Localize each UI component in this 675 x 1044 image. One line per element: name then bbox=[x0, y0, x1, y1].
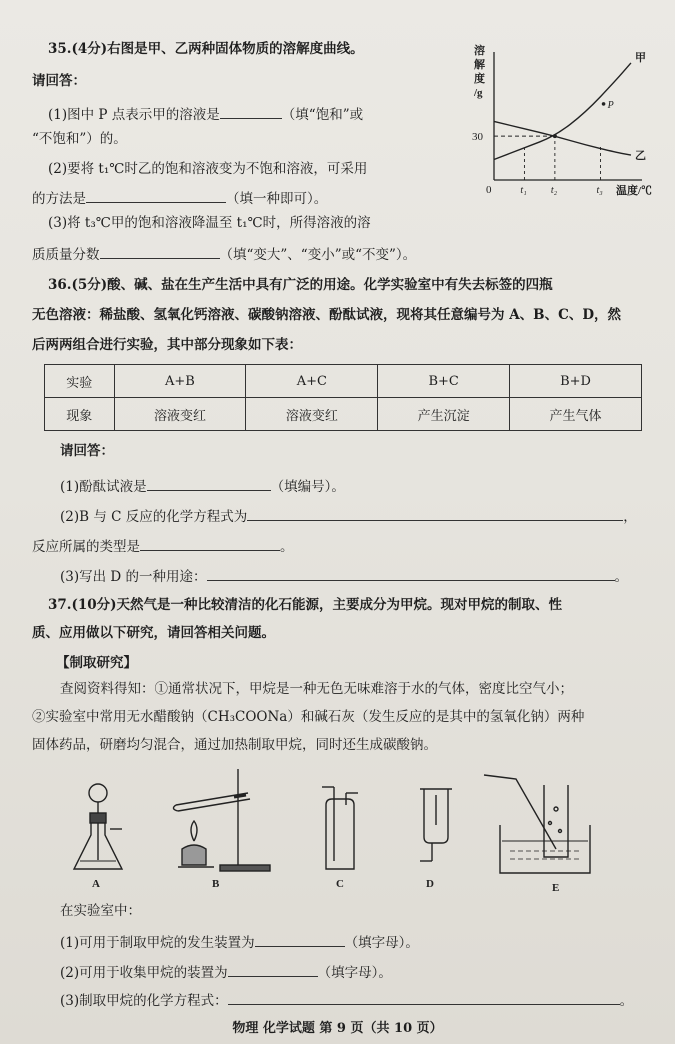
solubility-chart-svg bbox=[460, 40, 670, 200]
apparatus-a-flask bbox=[74, 784, 122, 869]
y-axis-label: /g bbox=[474, 87, 483, 99]
answer-blank[interactable] bbox=[228, 962, 318, 977]
apparatus-label-b: B bbox=[212, 878, 220, 890]
q37-title: 37.(10分)天然气是一种比较清洁的化石能源，主要成分为甲烷。现对甲烷的制取、性 bbox=[48, 597, 563, 613]
y-axis-label: 度 bbox=[474, 73, 485, 85]
q36-s1: (1)酚酞试液是 （填编号）。 bbox=[60, 476, 345, 496]
apparatus-b-heating bbox=[173, 769, 270, 871]
series-label: 甲 bbox=[634, 51, 646, 64]
q37-s2: (2)可用于收集甲烷的装置为 （填字母）。 bbox=[60, 962, 392, 982]
table-cell: 产生气体 bbox=[510, 398, 642, 431]
answer-blank[interactable] bbox=[228, 990, 620, 1005]
intersection-point bbox=[553, 134, 557, 138]
answer-blank[interactable] bbox=[247, 506, 623, 521]
answer-blank[interactable] bbox=[140, 536, 280, 551]
q37-s3: (3)制取甲烷的化学方程式： 。 bbox=[60, 990, 633, 1010]
answer-blank[interactable] bbox=[100, 244, 220, 259]
apparatus-figure bbox=[70, 765, 610, 905]
q36-s3: (3)写出 D 的一种用途： 。 bbox=[60, 566, 628, 586]
x-tick-label: t₂ bbox=[550, 185, 558, 196]
q36-line3: 后两两组合进行实验，其中部分现象如下表： bbox=[32, 337, 302, 353]
series-curve-yi bbox=[494, 121, 631, 155]
apparatus-d-bottle bbox=[420, 789, 452, 861]
y-axis-label: 溶 bbox=[474, 45, 485, 57]
solubility-chart bbox=[460, 40, 670, 200]
page-footer: 物理 化学试题 第 9 页（共 10 页） bbox=[232, 1021, 443, 1036]
apparatus-label-e: E bbox=[552, 882, 560, 894]
apparatus-label-c: C bbox=[336, 878, 344, 890]
x-axis-label: 温度/℃ bbox=[616, 185, 653, 197]
series-curve-jia bbox=[494, 63, 631, 160]
q36-line2: 无色溶液：稀盐酸、氢氧化钙溶液、碳酸钠溶液、酚酞试液，现将其任意编号为 A、B、C、D，然 bbox=[32, 307, 622, 323]
table-row bbox=[45, 365, 642, 398]
apparatus-label-d: D bbox=[426, 878, 434, 890]
q37-p1: 查阅资料得知：①通常状况下，甲烷是一种无色无味难溶于水的气体，密度比空气小； bbox=[60, 681, 573, 697]
q37-section: 【制取研究】 bbox=[56, 655, 137, 671]
y-tick-label: 30 bbox=[472, 131, 483, 144]
x-tick-label: t₁ bbox=[520, 185, 527, 196]
p-point bbox=[602, 102, 606, 106]
q36-prompt: 请回答： bbox=[60, 443, 114, 459]
table-cell: 产生沉淀 bbox=[378, 398, 510, 431]
q37-p3: 固体药品，研磨均匀混合，通过加热制取甲烷，同时还生成碳酸钠。 bbox=[32, 737, 437, 753]
table-cell: B+D bbox=[510, 365, 642, 398]
table-cell: 现象 bbox=[45, 398, 115, 431]
y-axis-label: 解 bbox=[474, 59, 485, 71]
table-cell: A+B bbox=[114, 365, 246, 398]
q37-line2: 质、应用做以下研究，请回答相关问题。 bbox=[32, 625, 275, 641]
table-row bbox=[45, 398, 642, 431]
q37-p2: ②实验室中常用无水醋酸钠（CH₃COONa）和碱石灰（发生反应的是其中的氢氧化钠）两种 bbox=[32, 709, 585, 725]
q35-s2: (2)要将 t₁℃时乙的饱和溶液变为不饱和溶液，可采用 bbox=[48, 161, 368, 177]
q35-s3-cont: 质质量分数 （填“变大”、“变小”或“不变”）。 bbox=[32, 244, 416, 264]
q35-s1-cont: “不饱和”）的。 bbox=[32, 131, 127, 147]
q35-s1: (1)图中 P 点表示甲的溶液是 （填“饱和”或 bbox=[48, 104, 363, 124]
answer-blank[interactable] bbox=[86, 188, 226, 203]
table-cell: A+C bbox=[246, 365, 378, 398]
p-point-label: P bbox=[607, 99, 614, 111]
q36-s2-cont: 反应所属的类型是 。 bbox=[32, 536, 294, 556]
apparatus-c-bottle bbox=[322, 787, 358, 869]
q35-s3: (3)将 t₃℃甲的饱和溶液降温至 t₁℃时，所得溶液的溶 bbox=[48, 215, 371, 231]
q37-s1: (1)可用于制取甲烷的发生装置为 （填字母）。 bbox=[60, 932, 419, 952]
q36-s2: (2)B 与 C 反应的化学方程式为 ， bbox=[60, 506, 637, 526]
apparatus-label-a: A bbox=[92, 878, 100, 890]
apparatus-svg bbox=[70, 765, 610, 905]
answer-blank[interactable] bbox=[255, 932, 345, 947]
apparatus-e-trough bbox=[484, 775, 590, 873]
q35-s2-cont: 的方法是 （填一种即可）。 bbox=[32, 188, 327, 208]
answer-blank[interactable] bbox=[207, 566, 615, 581]
q37-inlab: 在实验室中： bbox=[60, 903, 141, 919]
table-cell: 实验 bbox=[45, 365, 115, 398]
origin-label: 0 bbox=[486, 184, 492, 196]
q35-title: 35.(4分)右图是甲、乙两种固体物质的溶解度曲线。 bbox=[48, 41, 364, 57]
answer-blank[interactable] bbox=[147, 476, 271, 491]
table-cell: 溶液变红 bbox=[114, 398, 246, 431]
table-cell: 溶液变红 bbox=[246, 398, 378, 431]
answer-blank[interactable] bbox=[220, 104, 282, 119]
series-label: 乙 bbox=[634, 150, 646, 163]
observation-table bbox=[44, 364, 642, 431]
q35-prompt: 请回答： bbox=[32, 73, 86, 89]
x-tick-label: t₃ bbox=[596, 185, 603, 196]
table-cell: B+C bbox=[378, 365, 510, 398]
q36-title: 36.(5分)酸、碱、盐在生产生活中具有广泛的用途。化学实验室中有失去标签的四瓶 bbox=[48, 277, 553, 293]
